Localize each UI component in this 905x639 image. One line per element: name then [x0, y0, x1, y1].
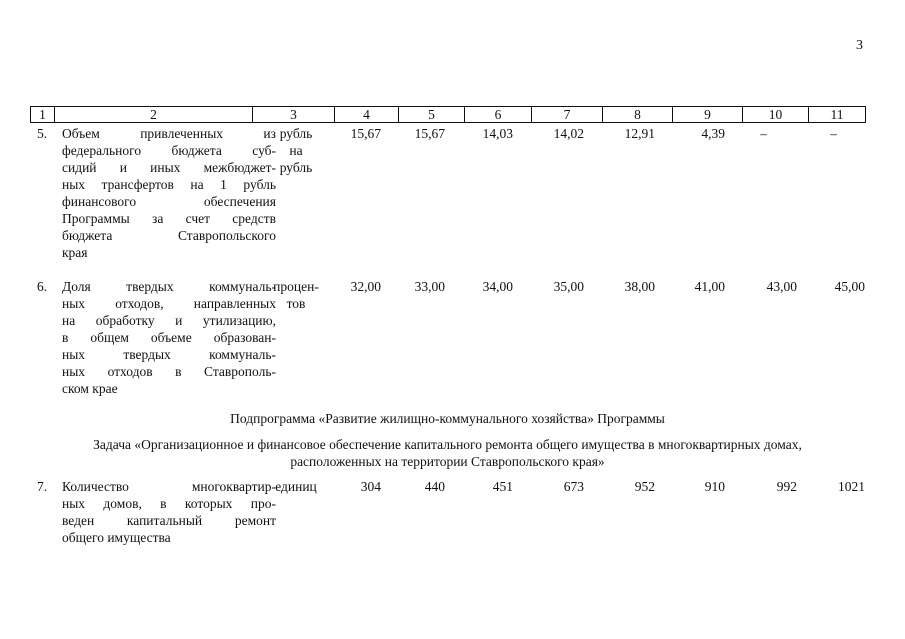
value-col-8: 38,00 [624, 279, 655, 294]
value-col-10: 43,00 [766, 279, 797, 294]
value-col-4: 304 [360, 479, 381, 494]
row-number: 6. [37, 279, 48, 294]
unit-cell [256, 278, 336, 312]
subprogram-title: Подпрограмма «Развитие жилищно-коммунального хозяйства» Программы [230, 411, 665, 426]
task-line: Задача «Организационное и финансовое обеспечение капитального ремонта общего имущества в многоквартирных домах, [93, 437, 802, 452]
value-col-4: 15,67 [350, 126, 381, 141]
name-line: сидий и иных межбюджет- [62, 160, 276, 175]
value-col-7: 673 [563, 479, 584, 494]
name-line: общего имущества [62, 530, 171, 545]
unit-line: на [289, 143, 303, 158]
header-col-7: 7 [532, 107, 603, 123]
value-col-6: 451 [492, 479, 513, 494]
page-number: 3 [856, 38, 863, 53]
header-col-6: 6 [465, 107, 532, 123]
value-col-4: 32,00 [350, 279, 381, 294]
header-col-9: 9 [673, 107, 743, 123]
value-col-11: 1021 [838, 479, 865, 494]
value-col-5: 33,00 [414, 279, 445, 294]
subprogram-heading [30, 410, 865, 427]
name-line: в общем объеме образован- [62, 330, 276, 345]
value-col-8: 952 [634, 479, 655, 494]
unit-line: единиц [275, 479, 317, 494]
unit-cell [256, 478, 336, 495]
name-line: бюджета Ставропольского [62, 228, 276, 243]
name-line: финансового обеспечения [62, 194, 276, 209]
task-heading [30, 436, 865, 470]
name-line: ных твердых коммуналь- [62, 347, 276, 362]
value-col-11: – [830, 126, 837, 141]
name-line: веден капитальный ремонт [62, 513, 276, 528]
value-col-9: 41,00 [694, 279, 725, 294]
name-line: ных отходов, направленных [62, 296, 276, 311]
indicator-name [62, 478, 276, 546]
indicator-name [62, 278, 276, 397]
name-line: ных отходов в Ставрополь- [62, 364, 276, 379]
row-number: 7. [37, 479, 48, 494]
value-col-9: 910 [704, 479, 725, 494]
header-col-11: 11 [809, 107, 866, 123]
value-col-5: 15,67 [414, 126, 445, 141]
unit-line: процен- [273, 279, 319, 294]
unit-line: рубль [279, 160, 313, 175]
value-col-9: 4,39 [701, 126, 725, 141]
header-col-3: 3 [253, 107, 335, 123]
indicator-name [62, 125, 276, 261]
name-line: Доля твердых коммуналь- [62, 279, 276, 294]
header-col-4: 4 [335, 107, 399, 123]
unit-line: тов [286, 296, 306, 311]
name-line: Программы за счет средств [62, 211, 276, 226]
value-col-8: 12,91 [624, 126, 655, 141]
value-col-10: 992 [776, 479, 797, 494]
name-line: края [62, 245, 88, 260]
name-line: Количество многоквартир- [62, 479, 276, 494]
unit-cell [256, 125, 336, 176]
name-line: федерального бюджета суб- [62, 143, 276, 158]
row-number: 5. [37, 126, 48, 141]
value-col-6: 34,00 [482, 279, 513, 294]
header-col-5: 5 [399, 107, 465, 123]
header-col-8: 8 [603, 107, 673, 123]
name-line: Объем привлеченных из [62, 126, 276, 141]
name-line: ных домов, в которых про- [62, 496, 276, 511]
unit-line: рубль [279, 126, 313, 141]
task-line: расположенных на территории Ставропольского края» [290, 454, 605, 469]
name-line: ных трансфертов на 1 рубль [62, 177, 276, 192]
name-line: на обработку и утилизацию, [62, 313, 276, 328]
value-col-11: 45,00 [834, 279, 865, 294]
header-col-10: 10 [743, 107, 809, 123]
value-col-7: 35,00 [553, 279, 584, 294]
header-col-2: 2 [55, 107, 253, 123]
header-col-1: 1 [31, 107, 55, 123]
name-line: ском крае [62, 381, 118, 396]
table-header [30, 106, 866, 123]
value-col-7: 14,02 [553, 126, 584, 141]
value-col-5: 440 [424, 479, 445, 494]
value-col-6: 14,03 [482, 126, 513, 141]
value-col-10: – [760, 126, 767, 141]
